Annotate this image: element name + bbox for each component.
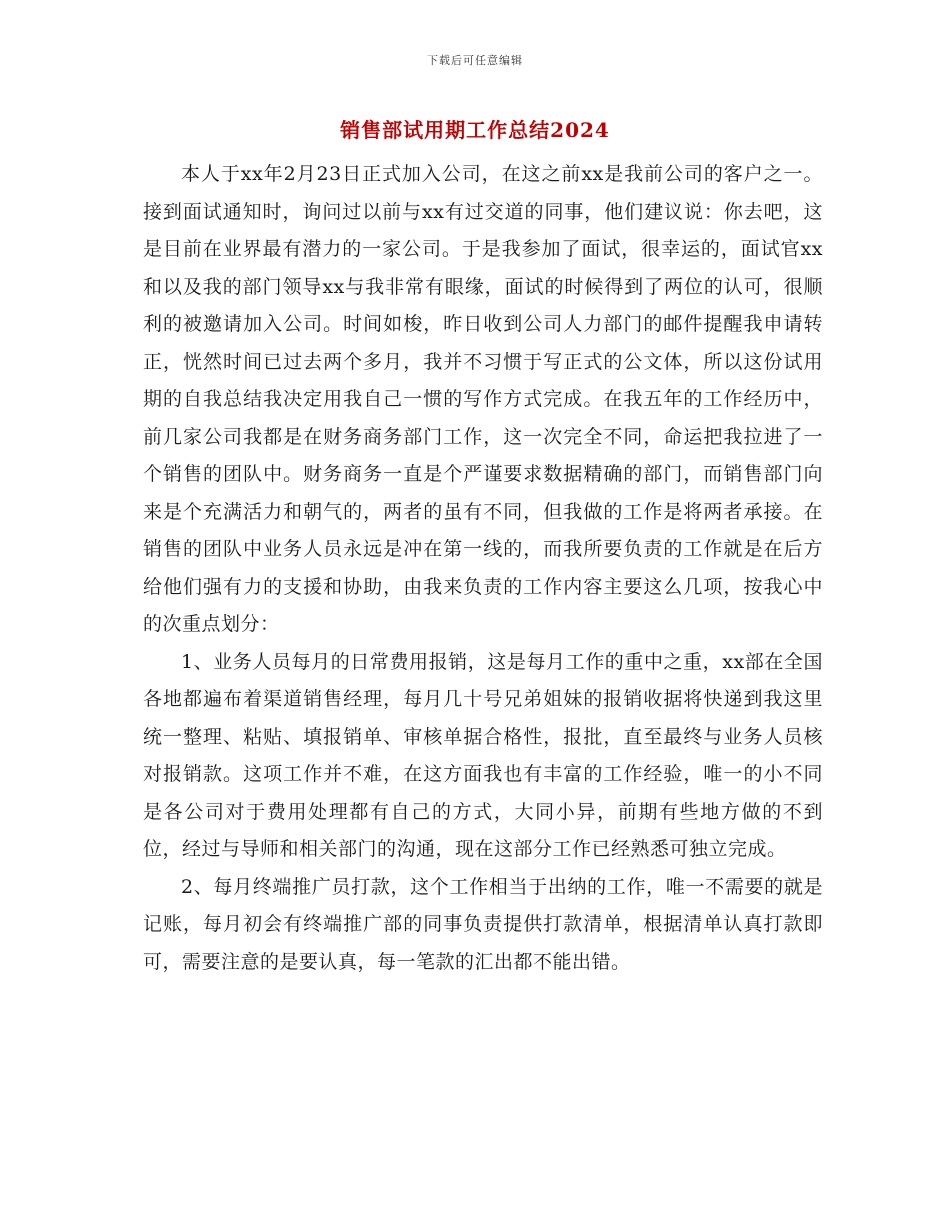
body-paragraph: 2、每月终端推广员打款，这个工作相当于出纳的工作，唯一不需要的就是记账，每月初会有终端推广部的同事负责提供打款清单，根据清单认真打款即可，需要注意的是要认真，每一笔款的汇出都不能出错。 [143, 875, 823, 973]
header-note: 下载后可任意编辑 [427, 54, 523, 67]
document-body [143, 156, 823, 981]
body-paragraph: 本人于xx年2月23日正式加入公司，在这之前xx是我前公司的客户之一。接到面试通知时，询问过以前与xx有过交道的同事，他们建议说：你去吧，这是目前在业界最有潜力的一家公司。于是我参加了面试，很幸运的，面试官xx和以及我的部门领导xx与我非常有眼缘，面试的时候得到了两位的认可，很顺利的被邀请加入公司。时间如梭，昨日收到公司人力部门的邮件提醒我申请转正，恍然时间已过去两个多月，我并不习惯于写正式的公文体，所以这份试用期的自我总结我决定用我自己一惯的写作方式完成。在我五年的工作经历中，前几家公司我都是在财务商务部门工作，这一次完全不同，命运把我拉进了一个销售的团队中。财务商务一直是个严谨要求数据精确的部门，而销售部门向来是个充满活力和朝气的，两者的虽有不同，但我做的工作是将两者承接。在销售的团队中业务人员永远是冲在第一线的，而我所要负责的工作就是在后方给他们强有力的支援和协助，由我来负责的工作内容主要这么几项，按我心中的次重点划分： [143, 163, 823, 635]
body-paragraph: 1、业务人员每月的日常费用报销，这是每月工作的重中之重，xx部在全国各地都遍布着渠道销售经理，每月几十号兄弟姐妹的报销收据将快递到我这里统一整理、粘贴、填报销单、审核单据合格性，报批，直至最终与业务人员核对报销款。这项工作并不难，在这方面我也有丰富的工作经验，唯一的小不同是各公司对于费用处理都有自己的方式，大同小异，前期有些地方做的不到位，经过与导师和相关部门的沟通，现在这部分工作已经熟悉可独立完成。 [143, 650, 823, 860]
document-title: 销售部试用期工作总结2024 [340, 118, 610, 142]
